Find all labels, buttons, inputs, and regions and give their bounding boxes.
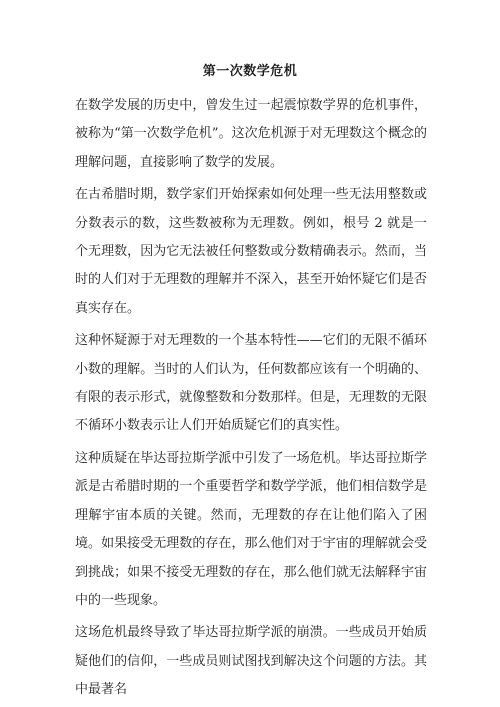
paragraph-4: 这种质疑在毕达哥拉斯学派中引发了一场危机。毕达哥拉斯学派是古希腊时期的一个重要哲学和数学学派，他们相信数学是理解宇宙本质的关键。然而，无理数的存在让他们陷入了困境。如果接受无理数的存在，那么他们对于宇宙的理解就会受到挑战；如果不接受无理数的存在，那么他们就无法解释宇宙中的一些现象。 — [75, 450, 427, 608]
paragraph-1: 在数学发展的历史中，曾发生过一起震惊数学界的危机事件，被称为“第一次数学危机”。这次危机源于对无理数这个概念的理解问题，直接影响了数学的发展。 — [75, 98, 427, 170]
paragraph-5: 这场危机最终导致了毕达哥拉斯学派的崩溃。一些成员开始质疑他们的信仰，一些成员则试图找到解决这个问题的方法。其中最著名 — [75, 625, 427, 698]
paragraph-2: 在古希腊时期，数学家们开始探索如何处理一些无法用整数或分数表示的数，这些数被称为无理数。例如，根号 2 就是一个无理数，因为它无法被任何整数或分数精确表示。然而，当时的人们对于无理数的理解并不深入，甚至开始怀疑它们是否真实存在。 — [75, 187, 427, 316]
document-title: 第一次数学危机 — [202, 64, 298, 79]
document-body — [75, 92, 427, 707]
paragraph-3: 这种怀疑源于对无理数的一个基本特性——它们的无限不循环小数的理解。当时的人们认为，任何数都应该有一个明确的、有限的表示形式，就像整数和分数那样。但是，无理数的无限不循环小数表示让人们开始质疑它们的真实性。 — [75, 333, 427, 434]
